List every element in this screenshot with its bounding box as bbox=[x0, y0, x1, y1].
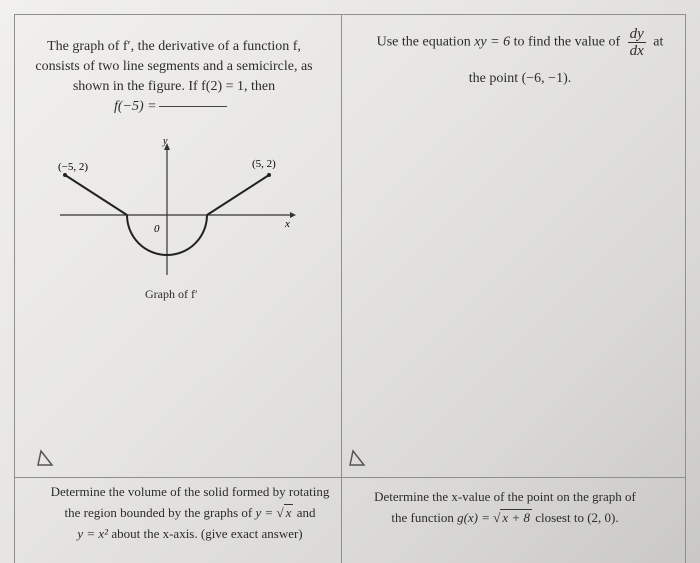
fraction-numerator: dy bbox=[629, 26, 644, 42]
q3-line-1: Determine the volume of the solid formed by rotating bbox=[50, 484, 330, 499]
left-point-label: (−5, 2) bbox=[58, 161, 89, 173]
graph-caption: Graph of f′ bbox=[145, 287, 198, 301]
q2-point-prefix: the point bbox=[468, 71, 519, 86]
dy-dx-fraction bbox=[628, 26, 646, 59]
q4-function-radicand: x + 8 bbox=[502, 510, 530, 525]
q3-line-2 bbox=[40, 502, 340, 523]
q4-radical-sign: √ bbox=[493, 510, 501, 525]
q4-text-2b: closest to bbox=[535, 510, 584, 525]
column-divider bbox=[341, 14, 342, 563]
q3-curve-1-radicand: x bbox=[285, 505, 292, 520]
q3-text-2b: and bbox=[296, 505, 316, 520]
q1-prompt-line bbox=[24, 97, 324, 117]
question-1 bbox=[24, 37, 324, 117]
q2-text-1: Use the equation bbox=[376, 34, 471, 50]
q3-curve-1-left: y = bbox=[255, 505, 274, 520]
warning-triangle-icon bbox=[347, 448, 367, 468]
q2-text-2: to find the value of bbox=[513, 34, 621, 50]
right-point-label: (5, 2) bbox=[252, 158, 276, 170]
q1-answer-blank[interactable] bbox=[159, 106, 227, 107]
q3-line-3 bbox=[40, 523, 340, 544]
q1-line-2: consists of two line segments and a semicircle, as bbox=[35, 59, 313, 74]
q2-line-1 bbox=[350, 26, 690, 59]
x-axis-arrow bbox=[290, 212, 296, 218]
derivative-graph bbox=[40, 130, 310, 310]
q4-function-left: g(x) = bbox=[457, 510, 491, 525]
q2-equation: xy = 6 bbox=[474, 34, 511, 50]
q1-line-3: shown in the figure. If f(2) = 1, then bbox=[72, 79, 276, 94]
q3-text-3: about the x-axis. (give exact answer) bbox=[111, 526, 303, 541]
left-line-segment bbox=[65, 175, 127, 215]
x-axis-label: x bbox=[285, 218, 290, 230]
q3-curve-2: y = x² bbox=[77, 526, 109, 541]
question-4 bbox=[355, 486, 655, 528]
left-endpoint bbox=[63, 173, 67, 177]
q4-text-2a: the function bbox=[391, 510, 454, 525]
q2-point: (−6, −1). bbox=[521, 71, 572, 86]
q1-line-1: The graph of f′, the derivative of a function f, bbox=[47, 39, 301, 54]
right-endpoint bbox=[267, 173, 271, 177]
q2-line-2 bbox=[350, 69, 690, 89]
y-axis-label: y bbox=[163, 136, 168, 147]
q4-line-1: Determine the x-value of the point on the graph of bbox=[374, 489, 636, 504]
q3-radical-sign: √ bbox=[276, 505, 284, 520]
question-2 bbox=[350, 26, 690, 89]
origin-label: 0 bbox=[154, 223, 160, 235]
q2-text-3: at bbox=[653, 34, 664, 50]
q4-point: (2, 0). bbox=[587, 510, 619, 525]
q1-prompt: f(−5) = bbox=[114, 99, 157, 114]
right-line-segment bbox=[207, 175, 269, 215]
question-3 bbox=[40, 481, 340, 544]
row-divider bbox=[14, 477, 686, 478]
q3-text-2a: the region bounded by the graphs of bbox=[64, 505, 253, 520]
warning-triangle-icon bbox=[35, 448, 55, 468]
fraction-denominator: dx bbox=[629, 43, 644, 59]
q4-line-2 bbox=[355, 507, 655, 528]
